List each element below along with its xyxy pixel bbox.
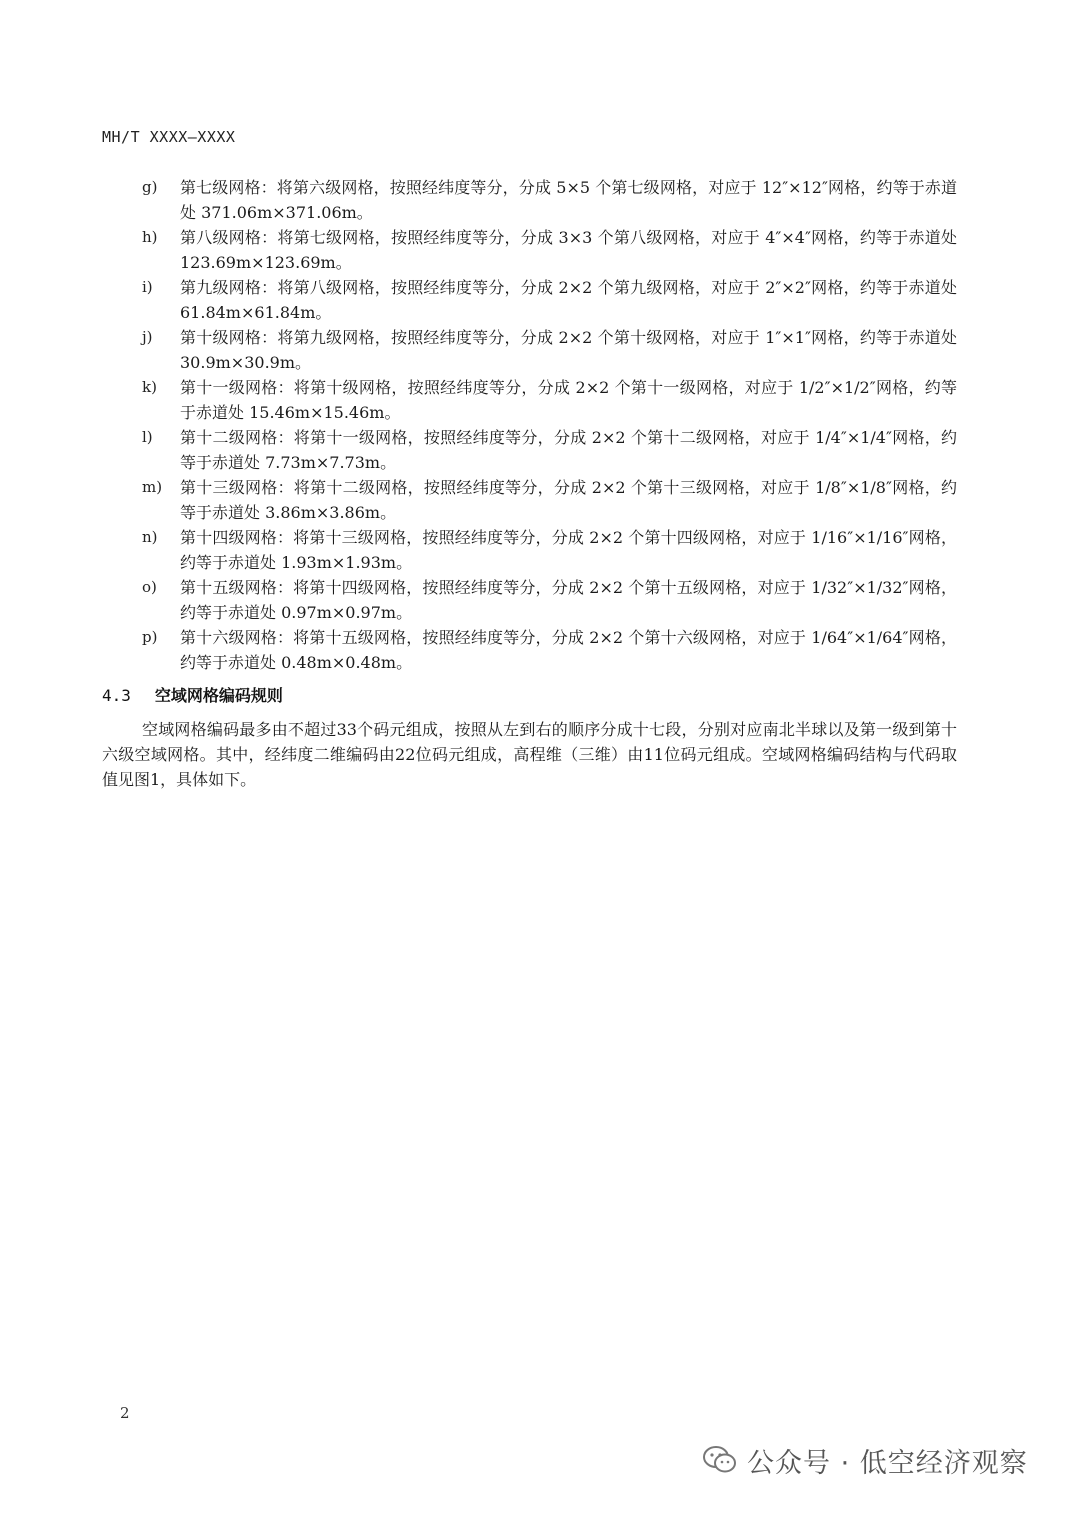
list-item-text: 第十六级网格：将第十五级网格，按照经纬度等分，分成 2×2 个第十六级网格，对应于 1/64″×1/64″网格，约等于赤道处 0.48m×0.48m。 [180,628,957,672]
wechat-icon [703,1445,737,1475]
watermark-text: 公众号 · 低空经济观察 [747,1447,1028,1479]
list-marker: n) [142,528,158,546]
list-item [142,175,957,225]
list-item [142,525,957,575]
list-item-text: 第十五级网格：将第十四级网格，按照经纬度等分，分成 2×2 个第十五级网格，对应于 1/32″×1/32″网格，约等于赤道处 0.97m×0.97m。 [180,578,957,622]
list-item-text: 第十级网格：将第九级网格，按照经纬度等分，分成 2×2 个第十级网格，对应于 1″×1″网格，约等于赤道处 30.9m×30.9m。 [180,328,957,372]
list-marker: i) [142,278,153,296]
list-item [142,625,957,675]
list-item [142,275,957,325]
section-number: 4.3 [102,686,131,705]
list-item [142,475,957,525]
list-item-text: 第八级网格：将第七级网格，按照经纬度等分，分成 3×3 个第八级网格，对应于 4″×4″网格，约等于赤道处 123.69m×123.69m。 [180,228,957,272]
list-item-text: 第十二级网格：将第十一级网格，按照经纬度等分，分成 2×2 个第十二级网格，对应于 1/4″×1/4″网格，约等于赤道处 7.73m×7.73m。 [180,428,957,472]
list-marker: p) [142,628,158,646]
list-marker: m) [142,478,163,496]
list-item [142,375,957,425]
list-item-text: 第十四级网格：将第十三级网格，按照经纬度等分，分成 2×2 个第十四级网格，对应于 1/16″×1/16″网格，约等于赤道处 1.93m×1.93m。 [180,528,957,572]
watermark [703,1440,1028,1480]
list-marker: h) [142,228,158,246]
list-item [142,425,957,475]
list-item-text: 第十三级网格：将第十二级网格，按照经纬度等分，分成 2×2 个第十三级网格，对应于 1/8″×1/8″网格，约等于赤道处 3.86m×3.86m。 [180,478,957,522]
list-item [142,325,957,375]
list-item [142,225,957,275]
section-title: 空域网格编码规则 [154,686,283,705]
section-heading [102,683,283,706]
page-number: 2 [120,1404,130,1422]
list-item [142,575,957,625]
list-item-text: 第九级网格：将第八级网格，按照经纬度等分，分成 2×2 个第九级网格，对应于 2″×2″网格，约等于赤道处 61.84m×61.84m。 [180,278,957,322]
grid-level-list [142,175,957,675]
list-marker: k) [142,378,157,396]
list-marker: l) [142,428,153,446]
list-marker: g) [142,178,158,196]
list-marker: o) [142,578,157,596]
list-marker: j) [142,328,153,346]
list-item-text: 第十一级网格：将第十级网格，按照经纬度等分，分成 2×2 个第十一级网格，对应于 1/2″×1/2″网格，约等于赤道处 15.46m×15.46m。 [180,378,957,422]
section-paragraph: 空域网格编码最多由不超过33个码元组成，按照从左到右的顺序分成十七段，分别对应南北半球以及第一级到第十六级空域网格。其中，经纬度二维编码由22位码元组成，高程维（三维）由11位码元组成。空域网格编码结构与代码取值见图1，具体如下。 [102,720,957,789]
list-item-text: 第七级网格：将第六级网格，按照经纬度等分，分成 5×5 个第七级网格，对应于 12″×12″网格，约等于赤道处 371.06m×371.06m。 [180,178,957,222]
document-code: MH/T XXXX—XXXX [102,128,236,146]
